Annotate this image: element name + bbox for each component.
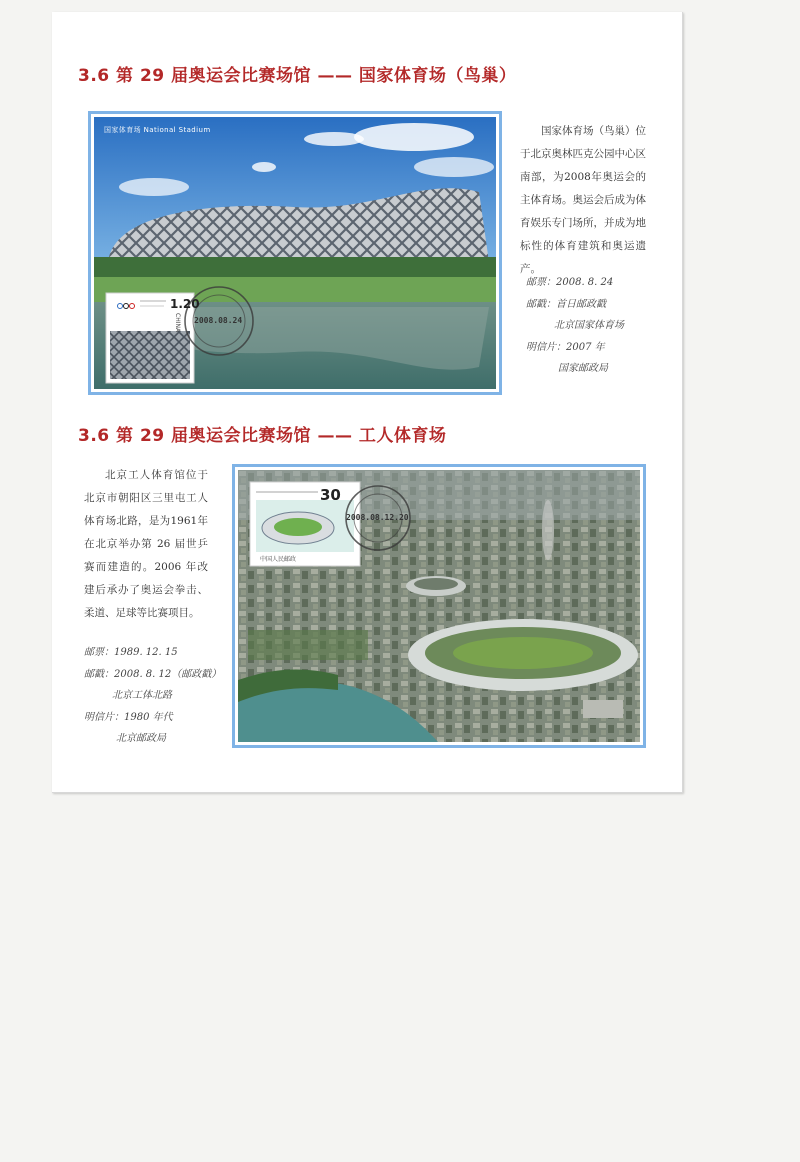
info-postcard: 明信片：1980 年代 [84,711,173,723]
section1-heading: 3.6 第 29 届奥运会比赛场馆 —— 国家体育场（鸟巢） [78,66,517,86]
info-stamp: 邮票：2008. 8. 24 [526,277,614,288]
section2-info [84,642,221,750]
stamp-country: 中国人民邮政 [260,556,297,563]
info-postmark-place: 北京国家体育场 [554,320,624,331]
section2-description: 北京工人体育馆位于北京市朝阳区三里屯工人体育场北路，是为1961年在北京举办第 26 届世乒赛而建造的。2006 年改建后承办了奥运会拳击、柔道、足球等比赛项目。 [84,469,208,619]
postmark-date: 2008.08.24 [194,316,243,325]
workers-stadium-image [238,470,640,742]
info-postcard-issuer: 北京邮政局 [116,733,166,744]
info-stamp: 邮票：1989. 12. 15 [84,647,178,658]
info-postmark: 邮戳：首日邮政戳 [526,298,606,310]
workers-stadium-postcard [232,464,646,748]
section2-heading: 3.6 第 29 届奥运会比赛场馆 —— 工人体育场 [78,426,447,446]
national-stadium-image [94,117,496,389]
card-caption: 国家体育场 National Stadium [104,126,211,134]
section1-description: 国家体育场（鸟巢）位于北京奥林匹克公园中心区南部，为2008年奥运会的主体育场。奥运会后成为体育娱乐专门场所，并成为地标性的体育建筑和奥运遗产。 [520,125,646,275]
national-stadium-postcard [88,111,502,395]
section1-info [526,272,624,380]
info-postcard-issuer: 国家邮政局 [558,363,608,374]
postmark-date: 2008.08.12.20 [346,513,409,522]
info-postcard: 明信片：2007 年 [526,341,605,353]
stamp-country: CHINA [174,313,181,333]
info-postmark-place: 北京工体北路 [112,690,172,701]
info-postmark: 邮戳：2008. 8. 12（邮政戳） [84,668,222,680]
stamp-denomination: 30 [320,486,341,504]
stamp-denomination: 1.20 [170,297,200,311]
